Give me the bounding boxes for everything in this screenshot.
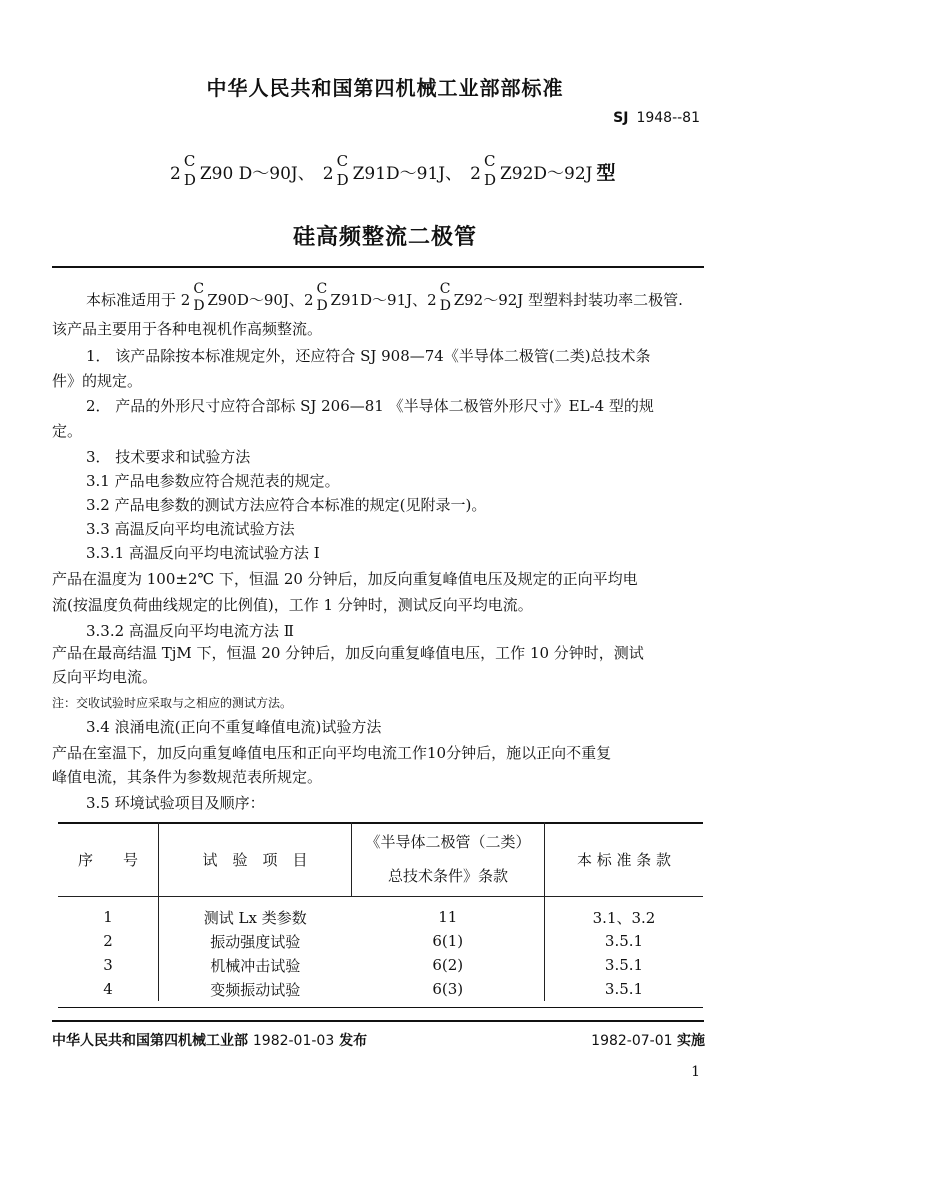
table-row — [58, 905, 703, 929]
page-number: 1 — [691, 1064, 700, 1080]
note-text: 注：交收试验时应采取与之相应的测试方法。 — [52, 696, 293, 710]
section-3-3-1: 3.3.1 高温反向平均电流试验方法 I — [86, 544, 320, 562]
stack-top: C — [183, 151, 196, 170]
section-3-4-text-line-1: 产品在室温下，加反向重复峰值电压和正向平均电流工作10分钟后，施以正向不重复 — [52, 744, 612, 762]
row-seq: 1 — [103, 908, 113, 926]
row-clause: 3.1、3.2 — [545, 905, 704, 929]
model-prefix-3: 2 — [470, 164, 481, 184]
table-bottom-rule — [58, 1007, 703, 1008]
section-1-line-2: 件》的规定。 — [52, 372, 143, 390]
section-3-3-1-text-line-1: 产品在温度为 100±2℃ 下，恒温 20 分钟后，加反向重复峰值电压及规定的正向平均电 — [52, 570, 638, 588]
section-3-3-2-text-line-2: 反向平均电流。 — [52, 668, 158, 686]
row-general-ref: 6(1) — [432, 932, 464, 950]
row-general-ref: 6(3) — [432, 980, 464, 998]
footer-divider — [52, 1020, 704, 1022]
header-test-item: 试 验 项 目 — [159, 822, 352, 897]
model-prefix-2: 2 — [322, 164, 334, 184]
section-1-line-1: 1． 该产品除按本标准规定外，还应符合 SJ 908—74《半导体二极管(二类)总技术条 — [86, 347, 651, 365]
row-test-item: 测试 Lx 类参数 — [159, 905, 352, 929]
section-2-line-1: 2． 产品的外形尺寸应符合部标 SJ 206—81 《半导体二极管外形尺寸》EL-4 型的规 — [86, 397, 654, 415]
stack-top-3: C — [483, 151, 496, 170]
row-test-item: 机械冲击试验 — [159, 953, 352, 977]
standard-code-number: 1948--81 — [636, 110, 700, 126]
section-3-heading: 3． 技术要求和试验方法 — [86, 448, 251, 466]
standard-code-prefix: SJ — [613, 110, 629, 126]
section-3-4-text-line-2: 峰值电流，其条件为参数规范表所规定。 — [52, 768, 323, 786]
stack-top-2: C — [336, 151, 349, 170]
model-seg-3: Z92D～92J — [499, 164, 593, 184]
standard-code — [560, 110, 700, 126]
issue-date: 1982-01-03 — [252, 1033, 335, 1049]
issue-word: 发布 — [339, 1033, 368, 1049]
section-2-line-2: 定。 — [52, 422, 83, 440]
issuer: 中华人民共和国第四机械工业部 — [52, 1033, 248, 1049]
row-seq: 2 — [103, 932, 113, 950]
row-test-item: 振动强度试验 — [159, 929, 352, 953]
row-general-ref: 6(2) — [432, 956, 464, 974]
document-title: 硅高频整流二极管 — [292, 225, 477, 250]
row-clause: 3.5.1 — [545, 953, 704, 977]
effective-line — [560, 1030, 705, 1050]
model-seg-2: Z91D～91J、 — [352, 164, 463, 184]
table-row — [58, 929, 703, 953]
org-standard-title: 中华人民共和国第四机械工业部部标准 — [206, 76, 564, 100]
table-header-row — [58, 822, 703, 897]
effective-word: 实施 — [677, 1033, 705, 1049]
header-seq: 序 号 — [58, 822, 159, 897]
model-suffix: 型 — [596, 162, 616, 184]
model-prefix: 2 — [170, 164, 181, 184]
model-cd-stack-3 — [483, 151, 497, 190]
row-test-item: 变频振动试验 — [159, 977, 352, 1001]
row-seq: 3 — [103, 956, 113, 974]
section-3-2: 3.2 产品电参数的测试方法应符合本标准的规定(见附录一)。 — [86, 496, 487, 514]
section-3-3: 3.3 高温反向平均电流试验方法 — [86, 520, 295, 538]
model-cd-stack — [183, 151, 197, 190]
row-clause: 3.5.1 — [545, 929, 704, 953]
stack-bottom: D — [183, 170, 196, 189]
title-divider — [52, 266, 704, 268]
table-row — [58, 977, 703, 1001]
model-cd-stack-2 — [336, 151, 350, 190]
stack-bottom-3: D — [483, 170, 496, 189]
row-general-ref: 11 — [438, 908, 458, 926]
effective-date: 1982-07-01 — [591, 1033, 673, 1049]
intro-paragraph-line-1: 本标准适用于 2 C D Z90D～90J、2 C D Z91D～91J、2 C D Z92～92J 型塑料封装功率二极管. — [86, 281, 683, 314]
header-this-standard-clause: 本 标 准 条 款 — [545, 822, 704, 897]
issuer-line — [52, 1030, 367, 1050]
table-row — [58, 953, 703, 977]
section-3-5: 3.5 环境试验项目及顺序： — [86, 794, 265, 812]
intro-paragraph-line-2: 该产品主要用于各种电视机作高频整流。 — [52, 320, 323, 338]
row-clause: 3.5.1 — [545, 977, 704, 1001]
section-3-3-2-text-line-1: 产品在最高结温 TjM 下，恒温 20 分钟后，加反向重复峰值电压，工作 10 分钟时，测试 — [52, 644, 644, 662]
section-3-4: 3.4 浪涌电流(正向不重复峰值电流)试验方法 — [86, 718, 382, 736]
section-3-3-2: 3.3.2 高温反向平均电流方法 Ⅱ — [86, 622, 294, 640]
environmental-test-table — [58, 822, 703, 1001]
section-3-1: 3.1 产品电参数应符合规范表的规定。 — [86, 472, 340, 490]
model-designations — [170, 151, 616, 190]
stack-bottom-2: D — [336, 170, 349, 189]
row-seq: 4 — [103, 980, 113, 998]
model-seg-1: Z90 D～90J、 — [199, 164, 315, 184]
section-3-3-1-text-line-2: 流(按温度负荷曲线规定的比例值)，工作 1 分钟时，测试反向平均电流。 — [52, 596, 533, 614]
header-general-spec-clause: 《半导体二极管（二类） 总技术条件》条款 — [352, 822, 545, 897]
